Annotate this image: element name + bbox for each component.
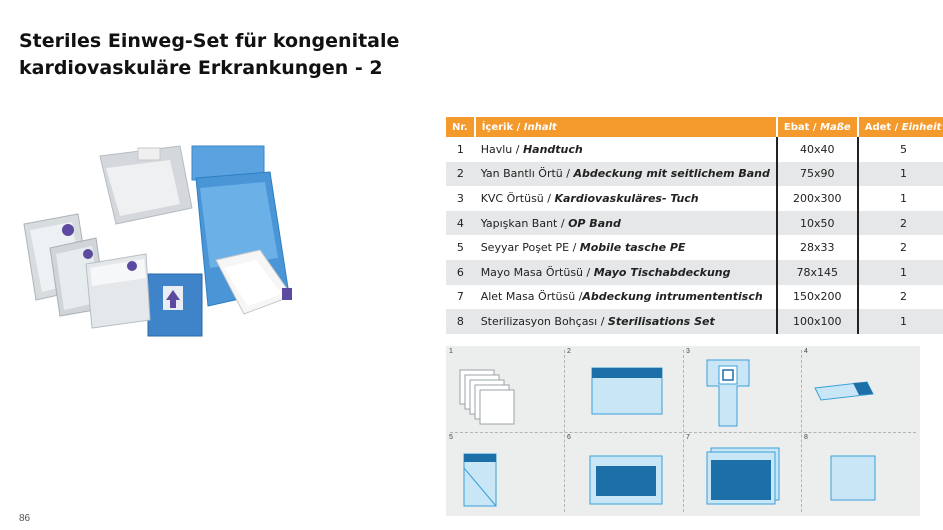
header-quantity: Adet / Einheit bbox=[858, 117, 943, 137]
diagram-label: 5 bbox=[449, 434, 453, 441]
diagram-sterilisation-set bbox=[801, 432, 920, 516]
cell-size: 78x145 bbox=[777, 260, 858, 285]
cell-size: 75x90 bbox=[777, 162, 858, 187]
cell-size: 200x300 bbox=[777, 186, 858, 211]
table-row bbox=[446, 260, 943, 285]
table-header-row bbox=[446, 117, 943, 137]
diagram-op-band bbox=[801, 346, 920, 432]
cell-nr: 8 bbox=[446, 309, 475, 334]
cell-nr: 1 bbox=[456, 142, 464, 156]
diagram-kvc-drape bbox=[683, 346, 801, 432]
cell-content: Sterilizasyon Bohçası / Sterilisations Set bbox=[475, 309, 777, 334]
cell-nr: 2 bbox=[446, 162, 475, 187]
product-photo bbox=[20, 138, 320, 338]
cell-size: 150x200 bbox=[777, 285, 858, 310]
table-row bbox=[446, 211, 943, 236]
cell-nr: 6 bbox=[446, 260, 475, 285]
diagram-label: 8 bbox=[804, 434, 808, 441]
diagram-label: 3 bbox=[686, 348, 690, 355]
cell-size: 28x33 bbox=[777, 235, 858, 260]
table-row bbox=[446, 137, 943, 162]
table-row bbox=[446, 235, 943, 260]
item-diagram-grid bbox=[446, 346, 920, 516]
table-row bbox=[446, 186, 943, 211]
diagram-towels bbox=[446, 346, 564, 432]
cell-quantity: 2 bbox=[900, 241, 907, 255]
page-title bbox=[19, 28, 439, 82]
cell-size: 100x100 bbox=[777, 309, 858, 334]
diagram-label: 7 bbox=[686, 434, 690, 441]
cell-content: Yapışkan Bant / OP Band bbox=[475, 211, 777, 236]
cell-quantity: 2 bbox=[858, 211, 943, 236]
header-size: Ebat / Maße bbox=[777, 117, 858, 137]
cell-quantity: 5 bbox=[900, 142, 907, 156]
diagram-drape-side-band bbox=[564, 346, 683, 432]
diagram-instrument-cover bbox=[683, 432, 801, 516]
cell-content: Alet Masa Örtüsü /Abdeckung intrumententisch bbox=[480, 290, 763, 304]
header-nr: Nr. bbox=[446, 117, 475, 137]
cell-quantity: 1 bbox=[858, 309, 943, 334]
cell-size: 10x50 bbox=[777, 211, 858, 236]
cell-content: Yan Bantlı Örtü / Abdeckung mit seitlichem Band bbox=[475, 162, 777, 187]
cell-content: KVC Örtüsü / Kardiovaskuläres- Tuch bbox=[480, 191, 699, 205]
table-row bbox=[446, 309, 943, 334]
diagram-label: 2 bbox=[567, 348, 571, 355]
cell-quantity: 2 bbox=[900, 290, 907, 304]
diagram-label: 6 bbox=[567, 434, 571, 441]
cell-content: Mayo Masa Örtüsü / Mayo Tischabdeckung bbox=[475, 260, 777, 285]
cell-size: 40x40 bbox=[777, 137, 858, 162]
title-line-1: Steriles Einweg-Set für kongenitale bbox=[19, 30, 400, 52]
title-line-2: kardiovaskuläre Erkrankungen - 2 bbox=[19, 57, 383, 79]
cell-nr: 5 bbox=[456, 241, 464, 255]
cell-nr: 3 bbox=[456, 191, 464, 205]
cell-quantity: 1 bbox=[858, 260, 943, 285]
cell-nr: 4 bbox=[446, 211, 475, 236]
cell-nr: 7 bbox=[456, 290, 464, 304]
diagram-mayo-cover bbox=[564, 432, 683, 516]
diagram-label: 1 bbox=[449, 348, 453, 355]
cell-quantity: 1 bbox=[858, 162, 943, 187]
table-row bbox=[446, 285, 943, 310]
contents-table bbox=[446, 117, 943, 334]
cell-quantity: 1 bbox=[900, 191, 907, 205]
table-row bbox=[446, 162, 943, 187]
header-content: İçerik / Inhalt bbox=[475, 117, 777, 137]
cell-content: Seyyar Poşet PE / Mobile tasche PE bbox=[480, 241, 686, 255]
diagram-mobile-bag bbox=[446, 432, 564, 516]
diagram-label: 4 bbox=[804, 348, 808, 355]
cell-content: Havlu / Handtuch bbox=[480, 142, 583, 156]
page-number: 86 bbox=[19, 513, 31, 524]
